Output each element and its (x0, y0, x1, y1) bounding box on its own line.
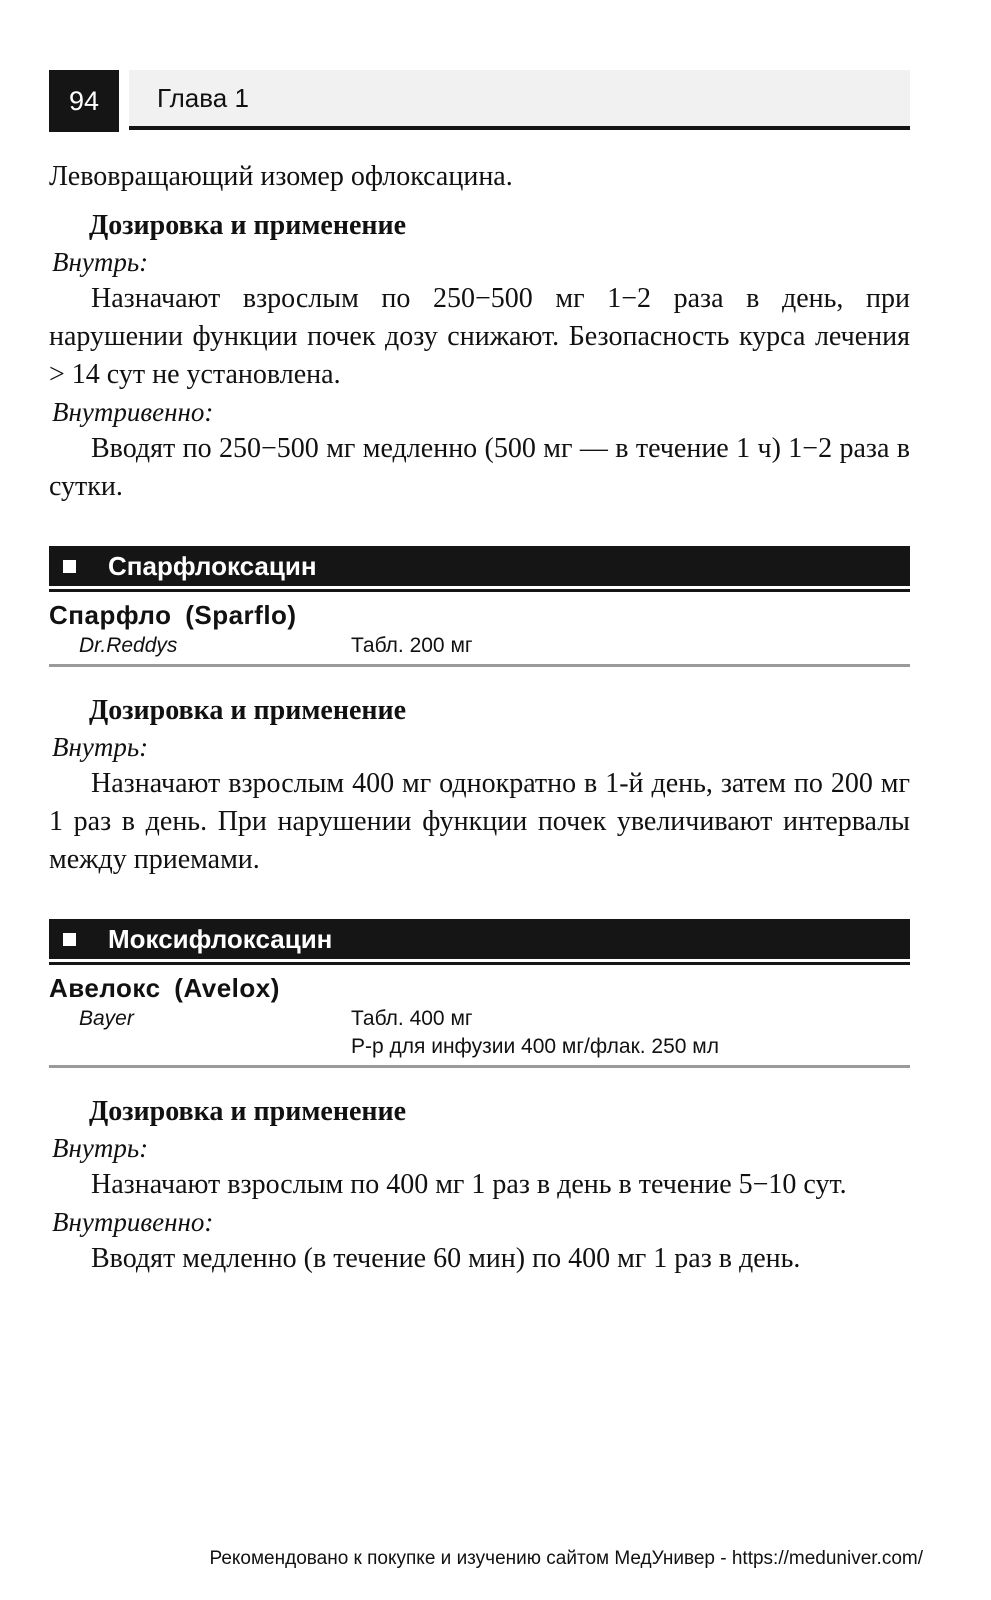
chapter-bar (129, 70, 910, 130)
drug-name: Авелокс (Avelox) (49, 973, 280, 1003)
chapter-title: Глава 1 (157, 83, 249, 113)
dosage-text: Назначают взрослым по 250−500 мг 1−2 раза в день, при нарушении функции почек дозу снижают. Безопасность курса лечения > 14 сут не установлена. (49, 283, 910, 390)
dosage-heading: Дозировка и применение (89, 1096, 407, 1127)
square-bullet-icon (63, 933, 76, 946)
dosage-form: Табл. 400 мг (351, 1007, 473, 1030)
dosage-text: Назначают взрослым 400 мг однократно в 1-й день, затем по 200 мг 1 раз в день. При нарушении функции почек увеличивают интервалы между приемами. (49, 768, 910, 875)
section-header-moxifloxacin (49, 919, 910, 959)
manufacturer: Bayer (79, 1007, 134, 1030)
dosage-form: Табл. 200 мг (351, 634, 473, 657)
dosage-heading: Дозировка и применение (89, 210, 407, 241)
square-bullet-icon (63, 560, 76, 573)
dosage-forms (351, 1005, 910, 1061)
section-header-sparfloxacin (49, 546, 910, 586)
dosage-text: Назначают взрослым по 400 мг 1 раз в день в течение 5−10 сут. (91, 1169, 847, 1200)
dosage-heading: Дозировка и применение (89, 695, 407, 726)
route-oral: Внутрь: (52, 1133, 149, 1163)
page-header (49, 70, 910, 132)
dosage-text: Вводят по 250−500 мг медленно (500 мг — в течение 1 ч) 1−2 раза в сутки. (49, 433, 910, 502)
page-content (49, 158, 910, 1278)
route-oral: Внутрь: (52, 247, 149, 277)
route-iv: Внутривенно: (52, 1207, 214, 1237)
dosage-form: Р-р для инфузии 400 мг/флак. 250 мл (351, 1035, 719, 1058)
route-oral: Внутрь: (52, 732, 149, 762)
route-iv: Внутривенно: (52, 397, 214, 427)
manufacturer: Dr.Reddys (79, 634, 178, 657)
footer-recommendation: Рекомендовано к покупке и изучению сайтом МедУнивер - https://meduniver.com/ (209, 1548, 923, 1569)
drug-entry (49, 592, 910, 667)
page-number: 94 (49, 70, 119, 132)
drug-row (49, 1005, 910, 1061)
drug-row (49, 632, 910, 660)
dosage-text: Вводят медленно (в течение 60 мин) по 400 мг 1 раз в день. (91, 1243, 801, 1274)
section-title: Моксифлоксацин (108, 924, 333, 954)
intro-text: Левовращающий изомер офлоксацина. (49, 161, 513, 192)
section-title: Спарфлоксацин (108, 551, 317, 581)
drug-name: Спарфло (Sparflo) (49, 600, 297, 630)
drug-entry (49, 965, 910, 1068)
